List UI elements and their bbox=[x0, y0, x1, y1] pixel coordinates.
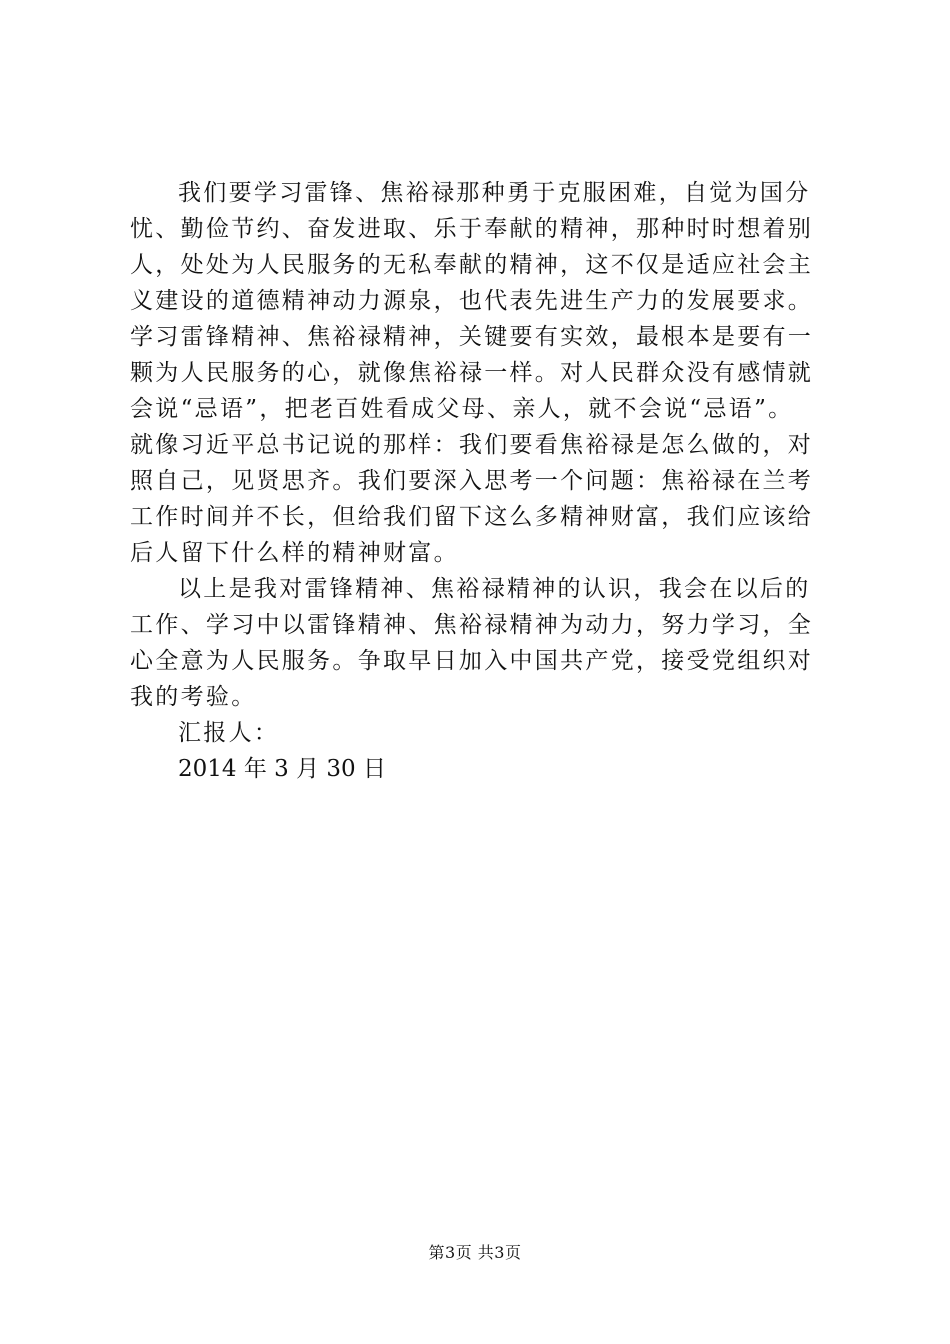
text-line: 忧、勤俭节约、奋发进取、乐于奉献的精神，那种时时想着别 bbox=[130, 216, 814, 242]
text-line: 义建设的道德精神动力源泉，也代表先进生产力的发展要求。 bbox=[130, 288, 814, 314]
text-line: 人，处处为人民服务的无私奉献的精神，这不仅是适应社会主 bbox=[130, 252, 814, 278]
reporter-label: 汇报人： bbox=[178, 720, 280, 746]
text-line: 颗为人民服务的心，就像焦裕禄一样。对人民群众没有感情就 bbox=[130, 360, 814, 386]
text-line: 照自己，见贤思齐。我们要深入思考一个问题：焦裕禄在兰考 bbox=[130, 468, 814, 494]
text-line: 会说“忌语”，把老百姓看成父母、亲人，就不会说“忌语”。 bbox=[130, 396, 794, 422]
text-line: 我的考验。 bbox=[130, 684, 257, 710]
text-line: 心全意为人民服务。争取早日加入中国共产党，接受党组织对 bbox=[130, 648, 814, 674]
text-line: 工作时间并不长，但给我们留下这么多精神财富，我们应该给 bbox=[130, 504, 814, 530]
text-line: 就像习近平总书记说的那样：我们要看焦裕禄是怎么做的，对 bbox=[130, 432, 814, 458]
document-body bbox=[130, 175, 850, 787]
text-line: 我们要学习雷锋、焦裕禄那种勇于克服困难，自觉为国分 bbox=[178, 180, 811, 206]
text-line: 工作、学习中以雷锋精神、焦裕禄精神为动力，努力学习，全 bbox=[130, 612, 814, 638]
text-line: 后人留下什么样的精神财富。 bbox=[130, 540, 459, 566]
report-date: 2014 年 3 月 30 日 bbox=[178, 756, 386, 782]
page-footer: 第3页 共3页 bbox=[428, 1243, 522, 1262]
text-line: 以上是我对雷锋精神、焦裕禄精神的认识，我会在以后的 bbox=[178, 576, 811, 602]
text-line: 学习雷锋精神、焦裕禄精神，关键要有实效，最根本是要有一 bbox=[130, 324, 814, 350]
